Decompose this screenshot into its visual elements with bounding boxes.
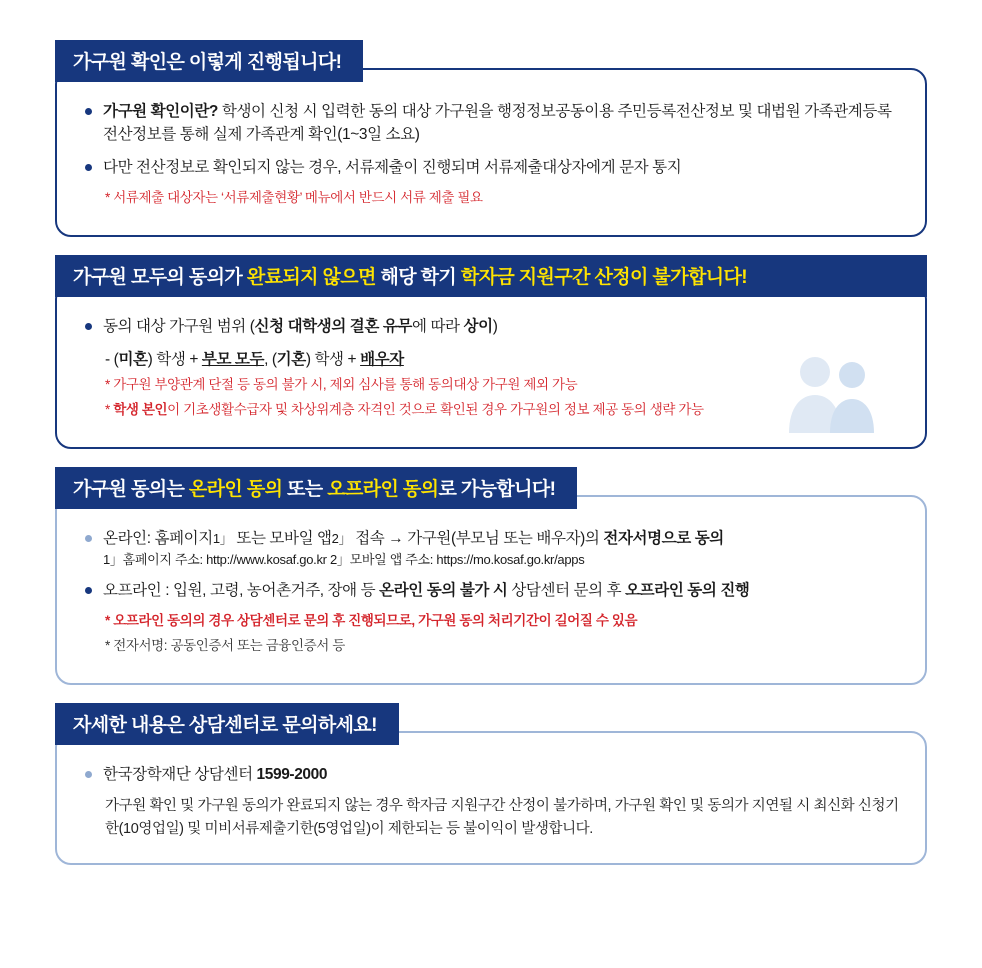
sub-mid-3: ) 학생 + [305, 350, 361, 368]
section-2-bullet-post: ) [492, 317, 498, 335]
bullet-1-text: 학생이 신청 시 입력한 동의 대상 가구원을 행정정보공동이용 주민등록전산정보 및 대법원 가족관계등록전산정보를 통해 실제 가족관계 확인(1~3일 소요) [103, 103, 892, 144]
section-2-title-highlight2: 학자금 지원구간 산정이 불가합니다! [460, 266, 747, 288]
note2-bold: 학생 본인 [113, 401, 168, 417]
family-silhouette-icon [773, 355, 891, 433]
bullet-item [83, 579, 899, 602]
online-urls: 1」홈페이지 주소: http://www.kosaf.go.kr 2」모바일 앱 주소: https://mo.kosaf.go.kr/apps [103, 552, 585, 568]
section-1-title: 가구원 확인은 이렇게 진행됩니다! [73, 52, 342, 73]
section-4-header [55, 703, 399, 745]
online-mid: 또는 모바일 앱 [232, 529, 332, 547]
bullet-item [83, 100, 899, 147]
note2-post: 이 기초생활수급자 및 차상위계층 자격인 것으로 확인된 경우 가구원의 정보 제공 동의 생략 가능 [167, 401, 704, 417]
section-2-bullet-mid: 에 따라 [412, 317, 464, 335]
section-3-title-highlight1: 온라인 동의 [188, 478, 283, 500]
section-household-check [55, 40, 927, 237]
section-1-header [55, 40, 363, 82]
online-sup-1: 1」 [212, 530, 233, 546]
bullet-item [83, 315, 899, 338]
section-4-title: 자세한 내용은 상담센터로 문의하세요! [73, 714, 377, 736]
section-3-title-part3: 로 가능합니다! [438, 478, 556, 500]
section-2-title-part1: 가구원 모두의 동의가 [73, 266, 247, 288]
sub-bold-2: 기혼 [276, 350, 306, 368]
section-2-title-highlight1: 완료되지 않으면 [246, 266, 376, 288]
section-3-note-1: * 오프라인 동의의 경우 상담센터로 문의 후 진행되므로, 가구원 동의 처리기간이 길어질 수 있음 [105, 612, 638, 628]
section-2-bullet-bold: 신청 대학생의 결혼 유무 [254, 317, 412, 335]
sub-underline-1: 부모 모두 [201, 350, 265, 368]
section-1-body [55, 68, 927, 237]
offline-pre: 오프라인 : 입원, 고령, 농어촌거주, 장애 등 [103, 581, 380, 599]
sub-bold-1: 미혼 [118, 350, 148, 368]
section-1-note: * 서류제출 대상자는 ‘서류제출현황’ 메뉴에서 반드시 서류 제출 필요 [105, 189, 483, 205]
offline-mid: 상담센터 문의 후 [507, 581, 626, 599]
online-pre: 온라인: 홈페이지 [103, 529, 213, 547]
online-mid-2: 접속 → 가구원(부모님 또는 배우자)의 [351, 529, 604, 547]
online-sup-2: 2」 [331, 530, 352, 546]
section-3-body [55, 495, 927, 685]
section-3-title-part1: 가구원 동의는 [73, 478, 189, 500]
section-2-bullet-pre: 동의 대상 가구원 범위 ( [103, 317, 255, 335]
sub-mid-2: , ( [264, 350, 277, 368]
bullet-item [83, 763, 899, 786]
note2-pre: * [105, 401, 114, 417]
bullet-item [83, 156, 899, 179]
sub-pre: - ( [105, 350, 119, 368]
section-3-note-2: * 전자서명: 공동인증서 또는 금융인증서 등 [105, 637, 345, 653]
offline-bold-1: 온라인 동의 불가 시 [379, 581, 508, 599]
section-4-description: 가구원 확인 및 가구원 동의가 완료되지 않는 경우 학자금 지원구간 산정이 불가하며, 가구원 확인 및 동의가 지연될 시 최신화 신청기한(10영업일) 및 미비서류제출기한(5영업일)이 제한되는 등 불이익이 발생합니다. [105, 797, 899, 838]
section-3-title-highlight2: 오프라인 동의 [327, 478, 439, 500]
section-2-body [55, 283, 927, 449]
section-counsel-center [55, 703, 927, 866]
center-label: 한국장학재단 상담센터 [103, 765, 257, 783]
section-consent-method [55, 467, 927, 685]
bullet-2-text: 다만 전산정보로 확인되지 않는 경우, 서류제출이 진행되며 서류제출대상자에게 문자 통지 [103, 158, 682, 176]
section-2-header [55, 255, 927, 297]
section-2-note-1: * 가구원 부양관계 단절 등 동의 불가 시, 제외 심사를 통해 동의대상 가구원 제외 가능 [105, 376, 578, 392]
sub-underline-2: 배우자 [360, 350, 404, 368]
section-all-consent [55, 255, 927, 449]
section-2-bullet-bold2: 상이 [463, 317, 493, 335]
section-3-header [55, 467, 577, 509]
center-phone-number: 1599-2000 [256, 765, 328, 783]
online-bold: 전자서명으로 동의 [603, 529, 724, 547]
section-2-title-part2: 해당 학기 [375, 266, 461, 288]
section-4-body [55, 731, 927, 866]
sub-mid-1: ) 학생 + [147, 350, 202, 368]
bullet-1-strong: 가구원 확인이란? [103, 103, 218, 120]
bullet-item [83, 527, 899, 570]
offline-bold-2: 오프라인 동의 진행 [625, 581, 750, 599]
section-3-title-part2: 또는 [282, 478, 328, 500]
